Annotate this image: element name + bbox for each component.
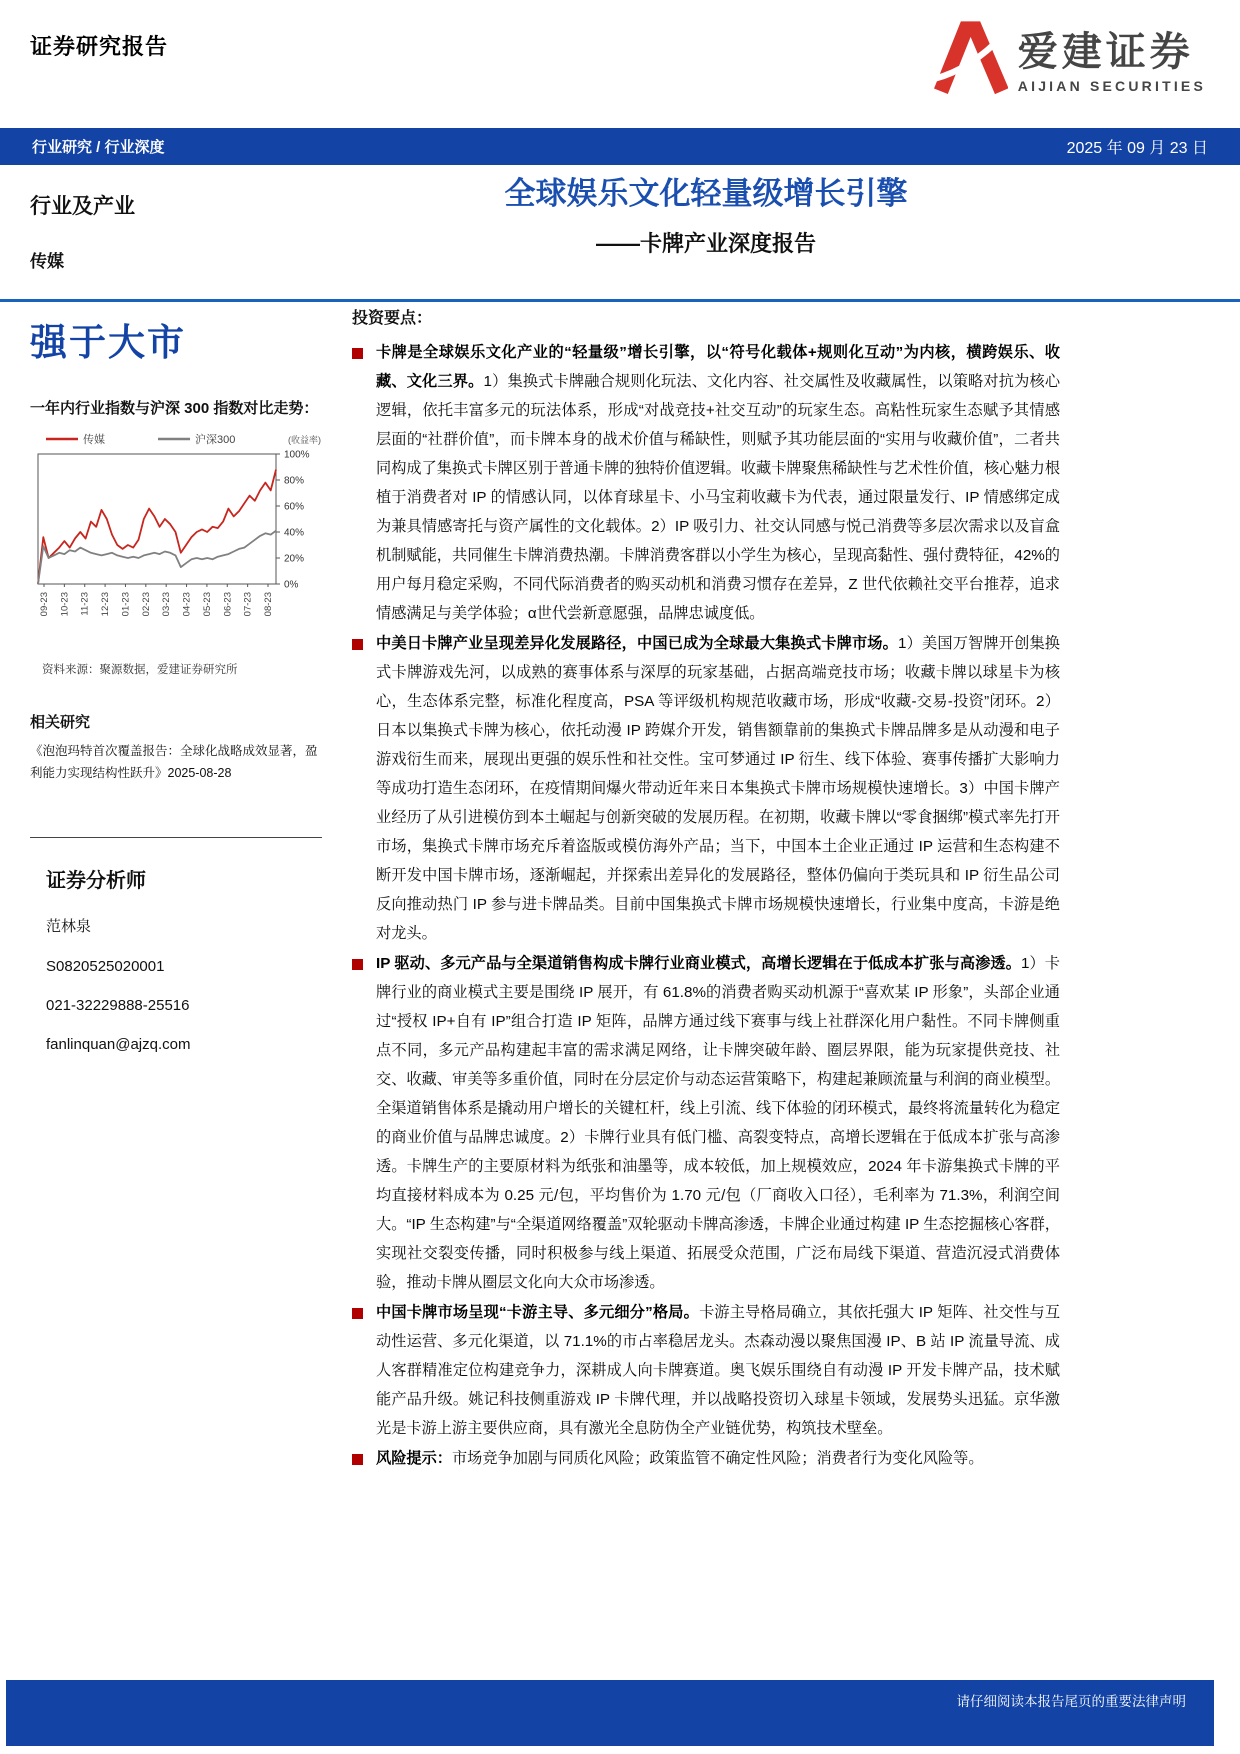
list-item bbox=[352, 338, 1060, 628]
list-item bbox=[352, 1298, 1060, 1443]
bullet-lead: IP 驱动、多元产品与全渠道销售构成卡牌行业商业模式，高增长逻辑在于低成本扩张与高渗透。 bbox=[376, 955, 1021, 972]
bullet-square-icon bbox=[352, 639, 363, 650]
analyst-license: S0820525020001 bbox=[46, 957, 165, 975]
svg-text:100%: 100% bbox=[284, 449, 310, 461]
aijian-logo-icon bbox=[930, 16, 1008, 109]
svg-text:07-23: 07-23 bbox=[242, 591, 254, 617]
svg-text:80%: 80% bbox=[284, 475, 305, 487]
band-date: 2025 年 09 月 23 日 bbox=[1066, 140, 1208, 157]
rating-badge: 强于大市 bbox=[30, 322, 186, 363]
header-divider bbox=[0, 299, 1240, 302]
bullet-body: 1）集换式卡牌融合规则化玩法、文化内容、社交属性及收藏属性，以策略对抗为核心逻辑，依托丰富多元的玩法体系，形成“对战竞技+社交互动”的玩家生态。高粘性玩家生态赋予其情感层面的“社群价值”，而卡牌本身的战术价值与稀缺性，则赋予其功能层面的“实用与收藏价值”，二者共同构成了集换式卡牌区别于普通卡牌的独特价值逻辑。收藏卡牌聚焦稀缺性与艺术性价值，核心魅力根植于消费者对 IP 的情感认同，以体育球星卡、小马宝莉收藏卡为代表，通过限量发行、IP 情感绑定成为兼具情感寄托与资产属性的文化载体。2）IP 吸引力、社交认同感与悦己消费等多层次需求以及盲盒机制赋能，共同催生卡牌消费热潮。卡牌消费客群以小学生为核心，呈现高黏性、强付费特征，42%的用户每月稳定采购，不同代际消费者的购买动机和消费习惯存在差异，Z 世代依赖社交平台推荐，追求情感满足与美学体验；α世代尝新意愿强，品牌忠诚度低。 bbox=[376, 373, 1061, 622]
chart-caption: 一年内行业指数与沪深 300 指数对比走势： bbox=[30, 400, 319, 417]
svg-text:10-23: 10-23 bbox=[59, 591, 71, 617]
svg-text:传媒: 传媒 bbox=[83, 433, 105, 446]
svg-text:05-23: 05-23 bbox=[201, 591, 213, 617]
bullet-text bbox=[376, 338, 1060, 628]
analyst-email: fanlinquan@ajzq.com bbox=[46, 1035, 191, 1053]
band-category: 行业研究 / 行业深度 bbox=[32, 139, 165, 156]
svg-text:40%: 40% bbox=[284, 527, 305, 539]
key-points-heading: 投资要点： bbox=[352, 310, 433, 327]
analyst-name: 范林泉 bbox=[46, 917, 92, 935]
svg-text:20%: 20% bbox=[284, 553, 305, 565]
bullet-lead: 卡牌是全球娱乐文化产业的“轻量级”增长引擎，以“符号化载体+规则化互动”为内核，横跨娱乐、收藏、文化三界。 bbox=[376, 344, 1060, 390]
list-item bbox=[352, 629, 1060, 948]
chart-source-note: 资料来源：聚源数据，爱建证券研究所 bbox=[42, 663, 238, 676]
footer-bar bbox=[6, 1680, 1214, 1746]
list-item bbox=[352, 1444, 1060, 1473]
logo-en: AIJIAN SECURITIES bbox=[1017, 78, 1206, 94]
related-research-item: 《泡泡玛特首次覆盖报告：全球化战略成效显著，盈利能力实现结构性跃升》2025-08-28 bbox=[30, 743, 318, 781]
analyst-phone: 021-32229888-25516 bbox=[46, 996, 190, 1014]
analyst-section-title: 证券分析师 bbox=[46, 869, 146, 892]
bullet-text bbox=[376, 1298, 1060, 1443]
bullet-lead: 风险提示： bbox=[376, 1450, 452, 1467]
svg-text:60%: 60% bbox=[284, 501, 305, 513]
svg-text:04-23: 04-23 bbox=[181, 591, 193, 617]
svg-text:06-23: 06-23 bbox=[222, 591, 234, 617]
main-content bbox=[352, 305, 1060, 1474]
sidebar-divider bbox=[30, 837, 322, 838]
svg-text:沪深300: 沪深300 bbox=[195, 433, 236, 446]
bullet-lead: 中美日卡牌产业呈现差异化发展路径，中国已成为全球最大集换式卡牌市场。 bbox=[376, 635, 899, 652]
svg-text:12-23: 12-23 bbox=[100, 591, 112, 617]
bullet-text bbox=[376, 629, 1060, 948]
bullet-body: 市场竞争加剧与同质化风险；政策监管不确定性风险；消费者行为变化风险等。 bbox=[451, 1450, 984, 1467]
industry-label: 传媒 bbox=[30, 252, 64, 271]
svg-text:11-23: 11-23 bbox=[79, 591, 91, 616]
bullet-text bbox=[376, 949, 1060, 1297]
svg-text:0%: 0% bbox=[284, 579, 299, 591]
legal-notice: 请仔细阅读本报告尾页的重要法律声明 bbox=[956, 1694, 1186, 1709]
bullet-square-icon bbox=[352, 348, 363, 359]
svg-text:09-23: 09-23 bbox=[39, 591, 50, 617]
svg-text:(收益率): (收益率) bbox=[288, 434, 321, 445]
related-research-title: 相关研究 bbox=[30, 713, 91, 731]
bullet-body: 卡游主导格局确立，其依托强大 IP 矩阵、社交性与互动性运营、多元化渠道，以 71.1%的市占率稳居龙头。杰森动漫以聚焦国漫 IP、B 站 IP 流量导流、成人客群精准定位构建竞争力，深耕成人向卡牌赛道。奥飞娱乐围绕自有动漫 IP 开发卡牌产品，技术赋能产品升级。姚记科技侧重游戏 IP 卡牌代理，并以战略投资切入球星卡领域，发展势头迅猛。京华激光是卡游上游主要供应商，具有激光全息防伪全产业链优势，构筑技术壁垒。 bbox=[376, 1304, 1061, 1437]
svg-text:02-23: 02-23 bbox=[140, 591, 152, 617]
index-comparison-chart bbox=[30, 430, 322, 653]
key-points-list bbox=[352, 338, 1060, 1473]
svg-text:08-23: 08-23 bbox=[263, 591, 274, 617]
industry-group-label: 行业及产业 bbox=[30, 195, 135, 218]
category-band bbox=[0, 128, 1240, 165]
sidebar bbox=[30, 312, 322, 1053]
bullet-lead: 中国卡牌市场呈现“卡游主导、多元细分”格局。 bbox=[376, 1304, 700, 1321]
bullet-square-icon bbox=[352, 1308, 363, 1319]
report-type-label: 证券研究报告 bbox=[30, 34, 169, 59]
bullet-body: 1）卡牌行业的商业模式主要是围绕 IP 展开，有 61.8%的消费者购买动机源于“喜欢某 IP 形象”，头部企业通过“授权 IP+自有 IP”组合打造 IP 矩阵，品牌方通过线下赛事与线上社群深化用户黏性。不同卡牌侧重点不同，多元产品构建起丰富的需求满足网络，让卡牌突破年龄、圈层界限，能为玩家提供竞技、社交、收藏、审美等多重价值，同时在分层定价与动态运营策略下，构建起兼顾流量与利润的商业模型。全渠道销售体系是撬动用户增长的关键杠杆，线上引流、线下体验的闭环模式，最终将流量转化为稳定的商业价值与品牌忠诚度。2）卡牌行业具有低门槛、高裂变特点，高增长逻辑在于低成本扩张与高渗透。卡牌生产的主要原材料为纸张和油墨等，成本较低，加上规模效应，2024 年卡游集换式卡牌的平均直接材料成本为 0.25 元/包，平均售价为 1.70 元/包（厂商收入口径），毛利率为 71.3%，利润空间大。“IP 生态构建”与“全渠道网络覆盖”双轮驱动卡牌高渗透，卡牌企业通过构建 IP 生态挖掘核心客群，实现社交裂变传播，同时积极参与线上渠道、拓展受众范围，广泛布局线下渠道、营造沉浸式消费体验，推动卡牌从圈层文化向大众市场渗透。 bbox=[376, 955, 1060, 1291]
svg-text:03-23: 03-23 bbox=[161, 591, 173, 617]
bullet-square-icon bbox=[352, 959, 363, 970]
bullet-text bbox=[376, 1444, 984, 1473]
bullet-body: 1）美国万智牌开创集换式卡牌游戏先河，以成熟的赛事体系与深厚的玩家基础，占据高端竞技市场；收藏卡牌以球星卡为核心，生态体系完整，标准化程度高，PSA 等评级机构规范收藏市场，形成“收藏-交易-投资”闭环。2）日本以集换式卡牌为核心，依托动漫 IP 跨媒介开发，销售额靠前的集换式卡牌品牌多是从动漫和电子游戏衍生而来，展现出更强的娱乐性和社交性。宝可梦通过 IP 衍生、线下体验、赛事传播扩大影响力等成功打造生态闭环，在疫情期间爆火带动近年来日本集换式卡牌市场规模快速增长。3）中国卡牌产业经历了从引进模仿到本土崛起与创新突破的发展历程。在初期，收藏卡牌以“零食捆绑”模式率先打开市场，集换式卡牌市场充斥着盗版或模仿海外产品；当下，中国本土企业正通过 IP 运营和生态构建不断开发中国卡牌市场，逐渐崛起，并探索出差异化的发展路径，整体仍偏向于类玩具和 IP 衍生品公司反向推动热门 IP 参与进卡牌品类。目前中国集换式卡牌市场规模快速增长，行业集中度高，卡游是绝对龙头。 bbox=[376, 635, 1060, 942]
aijian-logo bbox=[930, 16, 1206, 109]
bullet-square-icon bbox=[352, 1454, 363, 1465]
report-subtitle: ——卡牌产业深度报告 bbox=[595, 231, 816, 256]
svg-text:01-23: 01-23 bbox=[120, 591, 132, 617]
report-title: 全球娱乐文化轻量级增长引擎 bbox=[504, 176, 908, 211]
logo-text bbox=[1018, 32, 1206, 93]
list-item bbox=[352, 949, 1060, 1297]
logo-cn: 爱建证券 bbox=[1017, 30, 1194, 74]
